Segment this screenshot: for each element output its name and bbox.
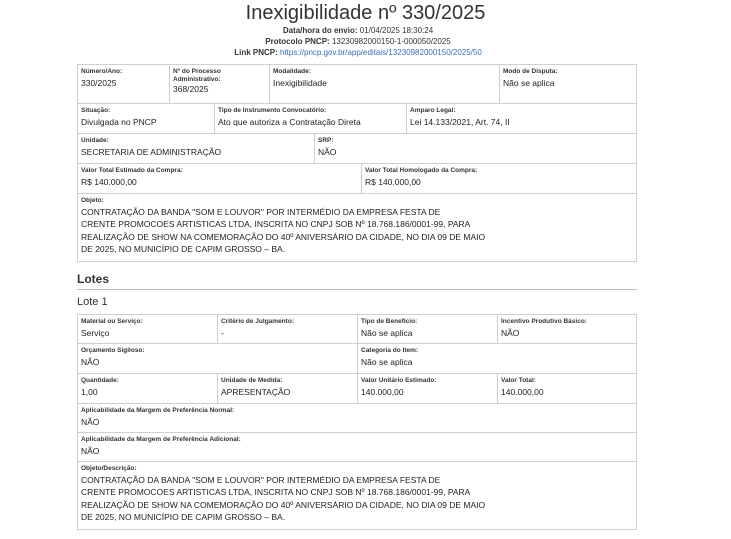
- total-cell: [498, 374, 636, 403]
- numero-label: Número/Ano:: [81, 68, 123, 75]
- lotes-heading: Lotes: [77, 272, 110, 286]
- criterio-cell: [218, 315, 358, 343]
- beneficio-label: Tipo de Benefício:: [361, 318, 418, 325]
- medida-label: Unidade de Medida:: [221, 377, 283, 384]
- lote-title: Lote 1: [77, 296, 108, 308]
- objeto-line: REALIZAÇÃO DE SHOW NA COMEMORAÇÃO DO 40º ANIVERSÁRIO DA CIDADE, NO DIA 09 DE MAIO: [81, 231, 486, 242]
- total-value: 140.000,00: [501, 387, 544, 397]
- margem-adicional-cell: [78, 433, 636, 461]
- total-label: Valor Total:: [501, 377, 536, 384]
- descricao-text: [81, 474, 633, 523]
- pncp-link-url[interactable]: https://pncp.gov.br/app/editais/13230982000150/2025/50: [280, 48, 482, 57]
- srp-label: SRP:: [318, 137, 334, 144]
- srp-value: NÃO: [318, 147, 337, 157]
- info-row-2: [77, 104, 637, 134]
- margem-normal-value: NÃO: [81, 417, 100, 427]
- homologado-value: R$ 140.000,00: [365, 177, 421, 187]
- criterio-value: -: [221, 328, 224, 338]
- instrumento-cell: [215, 104, 407, 133]
- processo-value: 368/2025: [173, 84, 209, 94]
- objeto-box: [77, 194, 637, 262]
- pncp-protocol: [0, 37, 716, 46]
- objeto-line: CONTRATAÇÃO DA BANDA "SOM E LOUVOR" POR INTERMÉDIO DA EMPRESA FESTA DE: [81, 207, 441, 217]
- instrumento-value: Ato que autoriza a Contratação Direta: [218, 117, 361, 127]
- lote-row-1: [77, 314, 637, 344]
- processo-cell: [170, 65, 270, 103]
- pncp-protocol-value: 13230982000150-1-000050/2025: [331, 37, 451, 46]
- material-cell: [78, 315, 218, 343]
- page-title: Inexigibilidade nº 330/2025: [245, 2, 486, 24]
- srp-cell: [315, 134, 636, 163]
- lote-row-3: [77, 374, 637, 404]
- objeto-cell: [78, 194, 636, 261]
- unidade-value: SECRETARIA DE ADMINISTRAÇÃO: [81, 147, 222, 157]
- lote-row-4: [77, 404, 637, 433]
- objeto-line: CRENTE PROMOCOES ARTISTICAS LTDA, INSCRITA NO CNPJ SOB Nº 18.768.186/0001-99, PARA: [81, 219, 471, 230]
- margem-normal-cell: [78, 404, 636, 432]
- orcamento-cell: [78, 344, 358, 373]
- estimado-cell: [78, 164, 362, 193]
- unitario-cell: [358, 374, 498, 403]
- numero-value: 330/2025: [81, 78, 117, 88]
- pncp-link: [0, 48, 716, 57]
- amparo-value: Lei 14.133/2021, Art. 74, II: [410, 117, 510, 127]
- disputa-label: Modo de Disputa:: [503, 68, 558, 75]
- descricao-line: CONTRATAÇÃO DA BANDA "SOM E LOUVOR" POR INTERMÉDIO DA EMPRESA FESTA DE: [81, 475, 441, 485]
- processo-label-1: Nº do Processo: [173, 68, 221, 75]
- instrumento-label: Tipo de Instrumento Convocatório:: [218, 107, 327, 114]
- numero-cell: [78, 65, 170, 103]
- incentivo-label: Incentivo Produtivo Básico:: [501, 318, 587, 325]
- descricao-line: CRENTE PROMOCOES ARTISTICAS LTDA, INSCRITA NO CNPJ SOB Nº 18.768.186/0001-99, PARA: [81, 487, 471, 498]
- objeto-label: Objeto:: [81, 197, 104, 204]
- situacao-label: Situação:: [81, 107, 111, 114]
- info-row-1: [77, 64, 637, 104]
- orcamento-label: Orçamento Sigiloso:: [81, 347, 145, 354]
- beneficio-value: Não se aplica: [361, 328, 413, 338]
- homologado-label: Valor Total Homologado da Compra:: [365, 167, 478, 174]
- quantidade-cell: [78, 374, 218, 403]
- quantidade-label: Quantidade:: [81, 377, 119, 384]
- send-datetime-value: 01/04/2025 18:30:24: [359, 26, 434, 35]
- modalidade-label: Modalidade:: [273, 68, 311, 75]
- unitario-value: 140.000,00: [361, 387, 404, 397]
- homologado-cell: [362, 164, 636, 193]
- beneficio-cell: [358, 315, 498, 343]
- categoria-value: Não se aplica: [361, 357, 413, 367]
- orcamento-value: NÃO: [81, 357, 100, 367]
- medida-cell: [218, 374, 358, 403]
- amparo-label: Amparo Legal:: [410, 107, 456, 114]
- descricao-line: REALIZAÇÃO DE SHOW NA COMEMORAÇÃO DO 40º ANIVERSÁRIO DA CIDADE, NO DIA 09 DE MAIO: [81, 499, 486, 510]
- categoria-label: Categoria do Item:: [361, 347, 419, 354]
- send-datetime-label: Data/hora do envio:: [282, 26, 358, 35]
- descricao-cell: [78, 462, 636, 529]
- pncp-link-label: Link PNCP:: [234, 48, 278, 57]
- descricao-box: [77, 462, 637, 530]
- info-row-3: [77, 134, 637, 164]
- criterio-label: Critério de Julgamento:: [221, 318, 294, 325]
- descricao-line: DE 2025, NO MUNICÍPIO DE CAPIM GROSSO – BA.: [81, 511, 286, 522]
- situacao-value: Divulgada no PNCP: [81, 117, 157, 127]
- incentivo-value: NÃO: [501, 328, 520, 338]
- quantidade-value: 1,00: [81, 387, 98, 397]
- disputa-cell: [500, 65, 636, 103]
- descricao-label: Objeto/Descrição:: [81, 465, 137, 472]
- modalidade-value: Inexigibilidade: [273, 78, 327, 88]
- objeto-line: DE 2025, NO MUNICÍPIO DE CAPIM GROSSO – BA.: [81, 243, 286, 254]
- disputa-value: Não se aplica: [503, 78, 555, 88]
- situacao-cell: [78, 104, 215, 133]
- incentivo-cell: [498, 315, 636, 343]
- lotes-divider: [77, 289, 637, 290]
- amparo-cell: [407, 104, 636, 133]
- processo-label-2: Administrativo:: [173, 76, 221, 83]
- pncp-protocol-label: Protocolo PNCP:: [265, 37, 330, 46]
- categoria-cell: [358, 344, 636, 373]
- unitario-label: Valor Unitário Estimado:: [361, 377, 437, 384]
- modalidade-cell: [270, 65, 500, 103]
- lote-row-5: [77, 433, 637, 462]
- unidade-cell: [78, 134, 315, 163]
- margem-adicional-label: Aplicabilidade da Margem de Preferência Adicional:: [81, 436, 241, 443]
- margem-normal-label: Aplicabilidade da Margem de Preferência Normal:: [81, 407, 235, 414]
- objeto-text: [81, 206, 633, 255]
- lote-row-2: [77, 344, 637, 374]
- info-row-4: [77, 164, 637, 194]
- material-label: Material ou Serviço:: [81, 318, 143, 325]
- unidade-label: Unidade:: [81, 137, 109, 144]
- material-value: Serviço: [81, 328, 110, 338]
- margem-adicional-value: NÃO: [81, 446, 100, 456]
- medida-value: APRESENTAÇÃO: [221, 387, 291, 397]
- estimado-label: Valor Total Estimado da Compra:: [81, 167, 183, 174]
- send-datetime: [0, 26, 716, 35]
- estimado-value: R$ 140.000,00: [81, 177, 137, 187]
